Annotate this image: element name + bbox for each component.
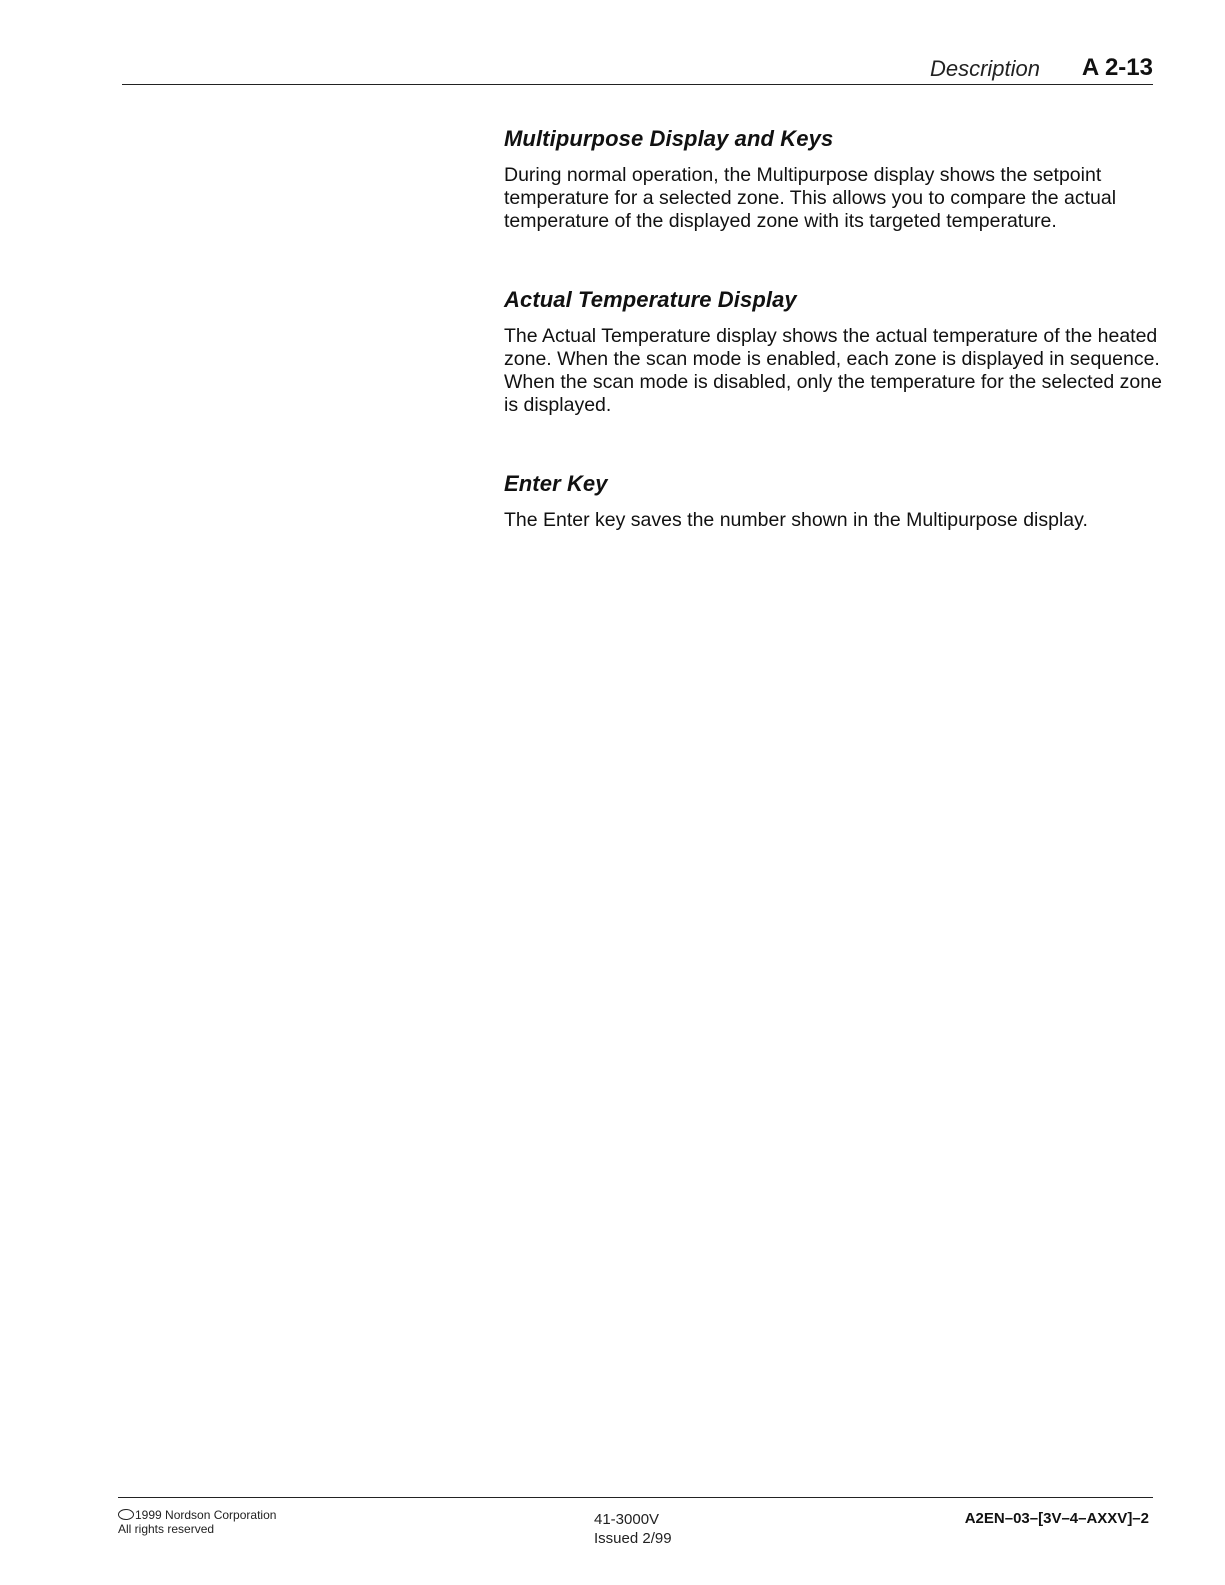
section-heading: Actual Temperature Display	[504, 287, 797, 312]
footer-part-number: 41-3000V	[594, 1511, 660, 1528]
header-page-number: A 2-13	[1081, 54, 1153, 81]
section-body: The Enter key saves the number shown in the Multipurpose display.	[504, 509, 1088, 531]
footer-copyright: 1999 Nordson Corporation	[135, 1508, 277, 1522]
page-footer	[118, 1497, 1153, 1558]
copyright-icon	[118, 1509, 134, 1520]
section-heading: Enter Key	[504, 471, 608, 496]
section-actual-temperature-display	[504, 287, 1164, 417]
main-content	[504, 126, 1164, 586]
section-heading: Multipurpose Display and Keys	[504, 126, 834, 151]
footer-copyright-block	[118, 1508, 276, 1536]
section-enter-key	[504, 471, 1164, 532]
footer-issued: Issued 2/99	[594, 1530, 672, 1547]
section-body: During normal operation, the Multipurpose display shows the setpoint temperature for a selected zone. This allows you to compare the actual temperature of the displayed zone with its targeted temperature.	[504, 164, 1117, 232]
section-body: The Actual Temperature display shows the actual temperature of the heated zone. When the scan mode is enabled, each zone is displayed in sequence. When the scan mode is disabled, only the temperature for the selected zone is displayed.	[504, 325, 1162, 416]
footer-part-block	[594, 1510, 672, 1548]
section-multipurpose-display	[504, 126, 1164, 233]
header-section-title: Description	[929, 56, 1040, 81]
page-header	[122, 50, 1153, 85]
footer-rights: All rights reserved	[118, 1522, 215, 1536]
footer-doc-code: A2EN–03–[3V–4–AXXV]–2	[964, 1510, 1149, 1527]
